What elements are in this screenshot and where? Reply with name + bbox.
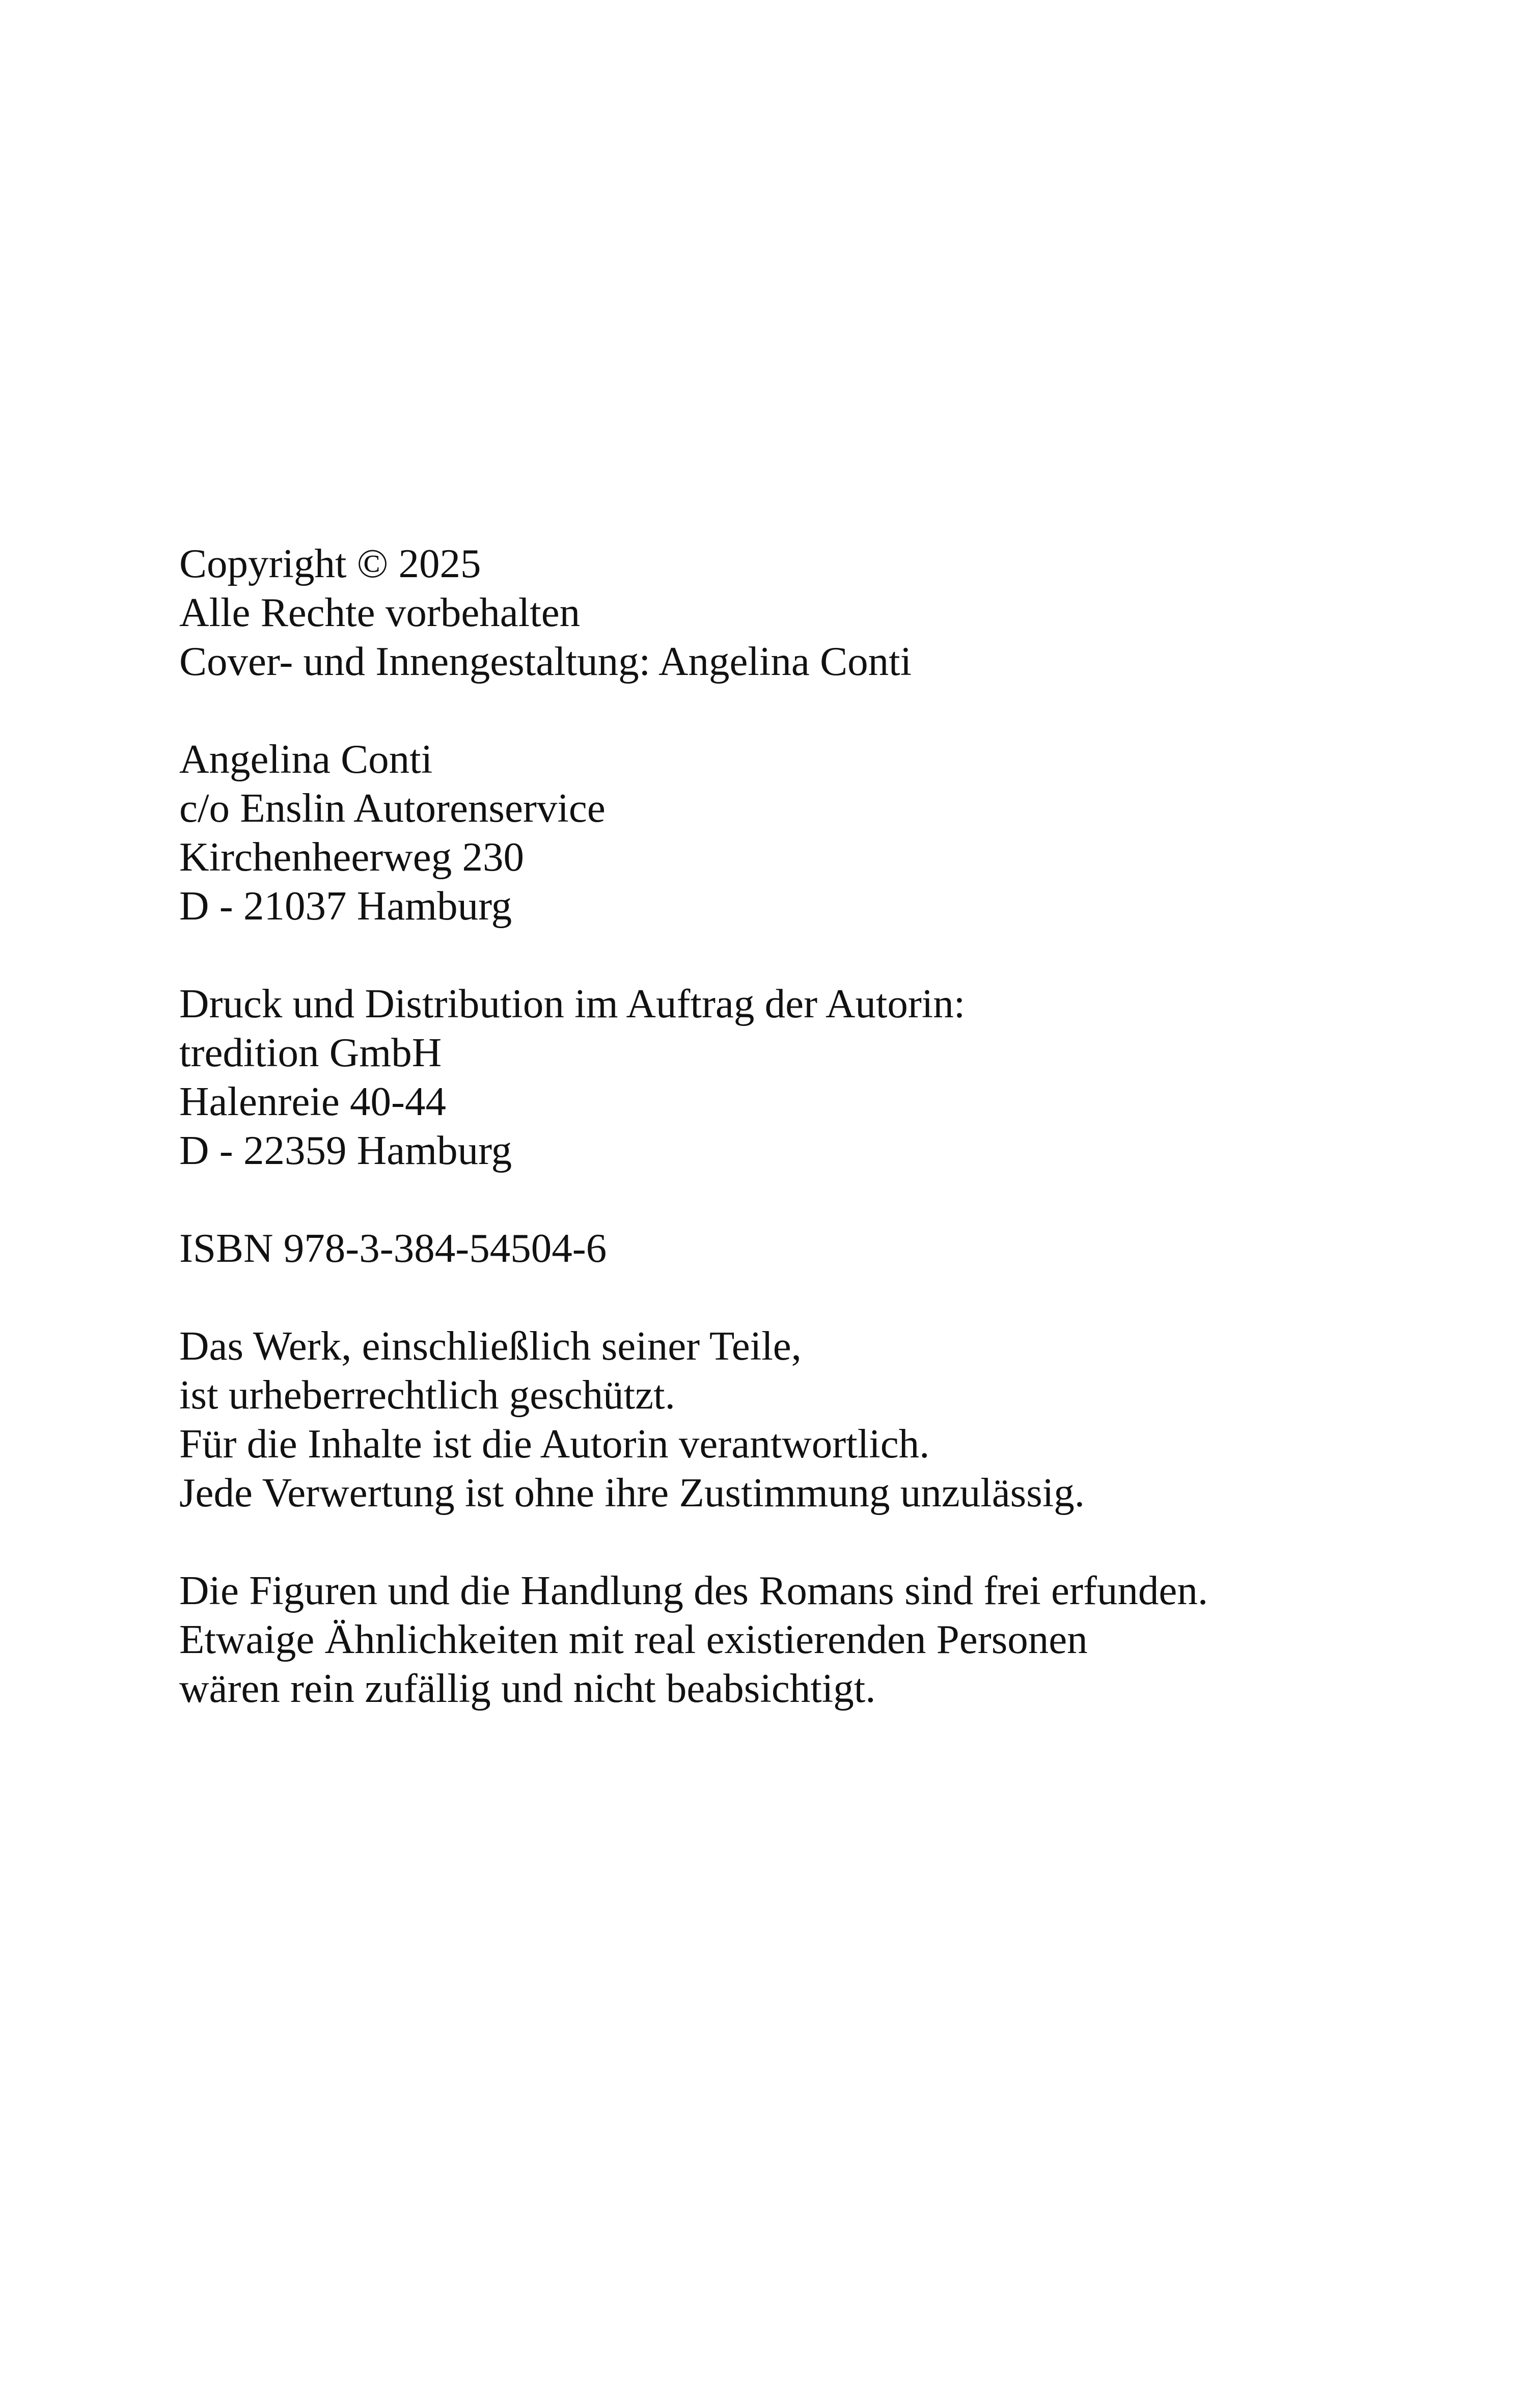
publisher-city: D - 22359 Hamburg	[179, 1127, 512, 1173]
legal-line-4: Jede Verwertung ist ohne ihre Zustimmung unzulässig.	[179, 1470, 1085, 1515]
disclaimer-block	[179, 1566, 1452, 1713]
author-address-block	[179, 735, 1452, 930]
author-name: Angelina Conti	[179, 736, 433, 782]
author-street: Kirchenheerweg 230	[179, 834, 524, 880]
rights-reserved-line: Alle Rechte vorbehalten	[179, 589, 581, 635]
disclaimer-line-2: Etwaige Ähnlichkeiten mit real existierenden Personen	[179, 1616, 1088, 1662]
publisher-street: Halenreie 40-44	[179, 1078, 447, 1124]
publisher-name: tredition GmbH	[179, 1030, 442, 1075]
isbn-line: ISBN 978-3-384-54504-6	[179, 1225, 607, 1271]
author-care-of: c/o Enslin Autorenservice	[179, 785, 606, 831]
design-credit-line: Cover- und Innengestaltung: Angelina Conti	[179, 638, 912, 684]
copyright-line: Copyright © 2025	[179, 540, 481, 586]
copyright-block	[179, 539, 1452, 686]
author-city: D - 21037 Hamburg	[179, 883, 512, 929]
legal-line-1: Das Werk, einschließlich seiner Teile,	[179, 1323, 802, 1369]
publisher-intro: Druck und Distribution im Auftrag der Autorin:	[179, 981, 966, 1026]
imprint-text	[179, 539, 1452, 1713]
legal-block	[179, 1321, 1452, 1517]
disclaimer-line-3: wären rein zufällig und nicht beabsichtigt.	[179, 1665, 876, 1711]
disclaimer-line-1: Die Figuren und die Handlung des Romans sind frei erfunden.	[179, 1567, 1208, 1613]
legal-line-2: ist urheberrechtlich geschützt.	[179, 1372, 675, 1418]
legal-line-3: Für die Inhalte ist die Autorin verantwortlich.	[179, 1421, 930, 1467]
publisher-block	[179, 979, 1452, 1175]
isbn-block	[179, 1224, 1452, 1272]
